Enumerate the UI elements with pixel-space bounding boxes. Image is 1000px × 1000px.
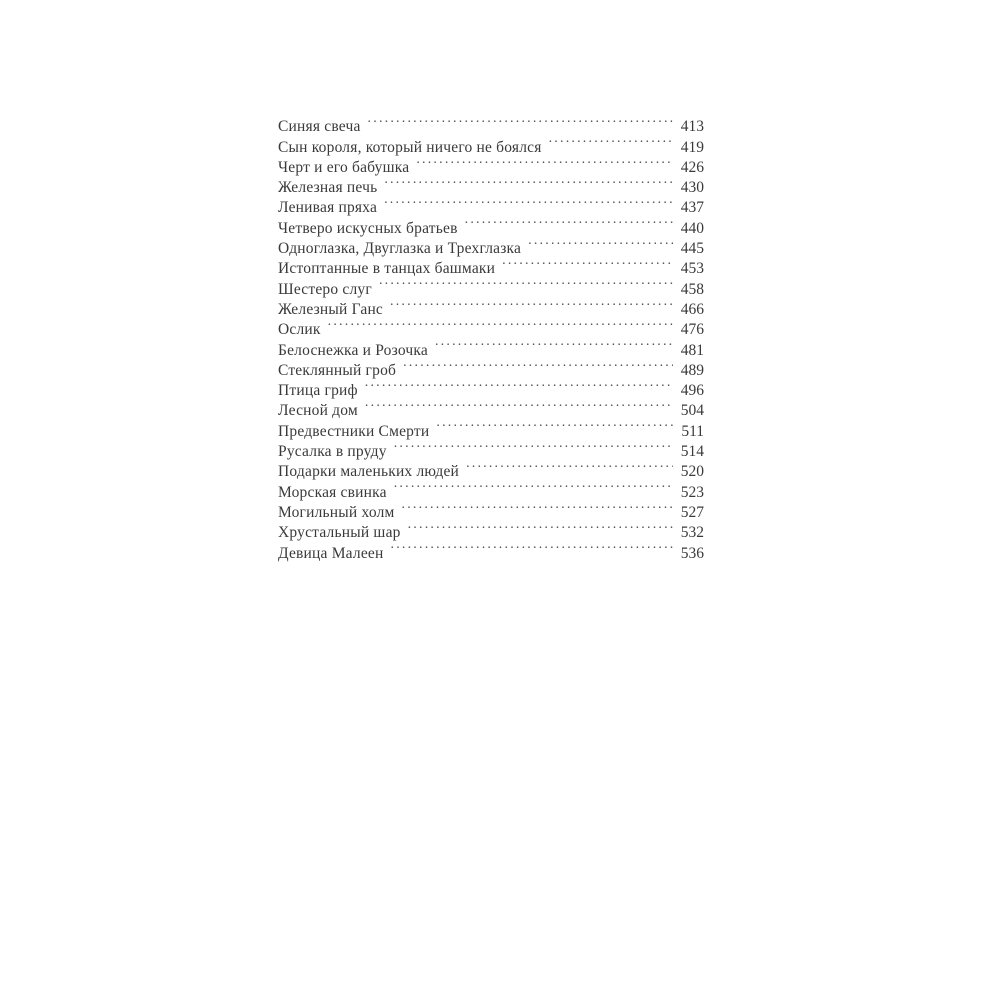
toc-entry-page: 445 [680, 240, 704, 258]
toc-entry-page: 489 [680, 361, 704, 379]
dot-leader [465, 212, 673, 232]
toc-entry-title: Железный Ганс [278, 300, 384, 318]
dot-leader [368, 111, 673, 131]
toc-entry-page: 426 [680, 158, 704, 176]
dot-leader [394, 476, 673, 496]
toc-entry-page: 437 [680, 199, 704, 217]
toc-entry-page: 430 [680, 179, 704, 197]
toc-entry-page: 504 [680, 402, 704, 420]
toc-entry-title: Одноглазка, Двуглазка и Трехглазка [278, 240, 522, 258]
toc-entry-page: 481 [680, 341, 704, 359]
toc-entry-title: Железная печь [278, 179, 378, 197]
toc-entry-page: 458 [680, 280, 704, 298]
toc-entry-title: Могильный холм [278, 503, 395, 521]
dot-leader [435, 334, 673, 354]
toc-entry-title: Хрустальный шар [278, 524, 401, 542]
dot-leader [402, 497, 673, 517]
toc-entry-page: 440 [680, 219, 704, 237]
toc-entry-page: 527 [680, 503, 704, 521]
dot-leader [408, 517, 673, 537]
toc-entry [278, 314, 704, 339]
toc-entry-title: Лесной дом [278, 402, 358, 420]
toc-entry-page: 496 [680, 382, 704, 400]
toc-entry-page: 413 [680, 118, 704, 136]
dot-leader [403, 355, 673, 375]
dot-leader [528, 233, 673, 253]
toc-entry-title: Сын короля, который ничего не боялся [278, 138, 542, 156]
toc-entry-title: Подарки маленьких людей [278, 463, 460, 481]
toc-entry [278, 334, 704, 359]
toc-entry-page: 536 [680, 544, 704, 562]
dot-leader [391, 537, 674, 557]
toc-entry-title: Шестеро слуг [278, 280, 372, 298]
dot-leader [394, 436, 673, 456]
toc-entry-title: Четверо искусных братьев [278, 219, 458, 237]
toc-entry-title: Девица Малеен [278, 544, 384, 562]
toc-entry-page: 511 [681, 422, 704, 440]
toc-entry-page: 476 [680, 321, 704, 339]
toc-entry-title: Белоснежка и Розочка [278, 341, 428, 359]
toc-entry-page: 419 [680, 138, 704, 156]
toc-entry-page: 453 [680, 260, 704, 278]
toc-entry-page: 532 [680, 524, 704, 542]
toc-entry-title: Черт и его бабушка [278, 158, 410, 176]
dot-leader [384, 192, 673, 212]
toc-entry [278, 111, 704, 136]
toc-entry-title: Русалка в пруду [278, 443, 387, 461]
dot-leader [466, 456, 673, 476]
dot-leader [365, 375, 673, 395]
toc-entry-title: Предвестники Смерти [278, 422, 430, 440]
dot-leader [328, 314, 673, 334]
dot-leader [379, 273, 673, 293]
dot-leader [436, 415, 673, 435]
dot-leader [416, 152, 673, 172]
toc-entry-title: Синяя свеча [278, 118, 361, 136]
toc-entry-page: 514 [680, 443, 704, 461]
dot-leader [390, 294, 673, 314]
toc-entry-page: 523 [680, 483, 704, 501]
toc-entry-title: Птица гриф [278, 382, 358, 400]
toc-entry-title: Стеклянный гроб [278, 361, 397, 379]
toc-entry-page: 466 [680, 300, 704, 318]
toc-entry-title: Истоптанные в танцах башмаки [278, 260, 496, 278]
toc-entry-title: Ленивая пряха [278, 199, 378, 217]
dot-leader [384, 172, 673, 192]
toc-entry-title: Ослик [278, 321, 321, 339]
toc-entry-title: Морская свинка [278, 483, 387, 501]
table-of-contents [278, 111, 704, 562]
dot-leader [549, 131, 673, 151]
toc-entry-page: 520 [680, 463, 704, 481]
dot-leader [365, 395, 673, 415]
dot-leader [502, 253, 673, 273]
